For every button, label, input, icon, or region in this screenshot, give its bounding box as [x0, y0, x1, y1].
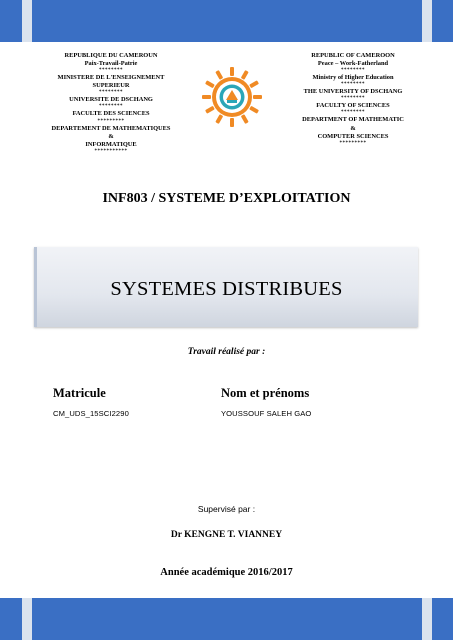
- header-right-separator: *********: [339, 140, 367, 146]
- header-left-separator: ********: [99, 68, 123, 74]
- document-title: SYSTEMES DISTRIBUES: [110, 278, 343, 300]
- university-logo-icon: [201, 66, 263, 128]
- bottom-band-left-block: [0, 598, 22, 640]
- header-right-line: Ministry of Higher Education: [312, 74, 394, 82]
- bottom-decorative-band: [0, 598, 453, 640]
- header-left-line: &: [108, 132, 114, 140]
- header-left-line: DEPARTEMENT DE MATHEMATIQUES: [51, 124, 171, 132]
- top-band-center-block: [32, 0, 422, 42]
- header-right-line: &: [350, 124, 356, 132]
- name-label: Nom et prénoms: [221, 386, 310, 400]
- matricule-value: CM_UDS_15SCI2290: [53, 409, 129, 418]
- header-left-separator: ********: [99, 104, 123, 110]
- header-right-line: COMPUTER SCIENCES: [317, 132, 389, 140]
- top-band-right-block: [432, 0, 453, 42]
- bottom-band-right-block: [432, 598, 453, 640]
- header-right-line: THE UNIVERSITY OF DSCHANG: [303, 88, 403, 96]
- header-left-line: Paix-Travail-Patrie: [84, 60, 138, 68]
- header-right-separator: ********: [341, 82, 365, 88]
- header-left-column: [36, 52, 186, 155]
- academic-year: Année académique 2016/2017: [160, 567, 293, 578]
- bottom-band-center-block: [32, 598, 422, 640]
- header-left-separator: ********: [99, 90, 123, 96]
- name-value: YOUSSOUF SALEH GAO: [221, 409, 312, 418]
- course-heading: INF803 / SYSTEME D’EXPLOITATION: [102, 191, 351, 206]
- header-left-separator: ***********: [94, 148, 128, 154]
- header-right-line: Peace – Work-Fatherland: [317, 60, 389, 68]
- supervisor-name: Dr KENGNE T. VIANNEY: [170, 530, 283, 540]
- header-right-column: [278, 52, 428, 147]
- header-left-line: REPUBLIQUE DU CAMEROUN: [64, 52, 158, 59]
- top-decorative-band: [0, 0, 453, 42]
- header-left-line: MINISTERE DE L'ENSEIGNEMENT: [57, 74, 165, 82]
- header-left-line: INFORMATIQUE: [85, 140, 137, 148]
- header-right-line: FACULTY OF SCIENCES: [316, 102, 390, 110]
- header-right-line: DEPARTMENT OF MATHEMATIC: [302, 116, 404, 124]
- supervised-by-label: Supervisé par :: [197, 504, 256, 514]
- header-right-separator: ********: [341, 96, 365, 102]
- matricule-label: Matricule: [53, 386, 106, 400]
- top-band-left-block: [0, 0, 22, 42]
- header-right-separator: ********: [341, 68, 365, 74]
- header-right-line: REPUBLIC OF CAMEROON: [311, 52, 395, 59]
- header-right-separator: ********: [341, 110, 365, 116]
- header-left-line: UNIVERSITE DE DSCHANG: [69, 96, 153, 104]
- header-left-line: SUPERIEUR: [92, 82, 130, 90]
- authored-by-label: Travail réalisé par :: [187, 347, 266, 357]
- header-left-separator: *********: [97, 118, 125, 124]
- header-left-line: FACULTE DES SCIENCES: [72, 110, 150, 118]
